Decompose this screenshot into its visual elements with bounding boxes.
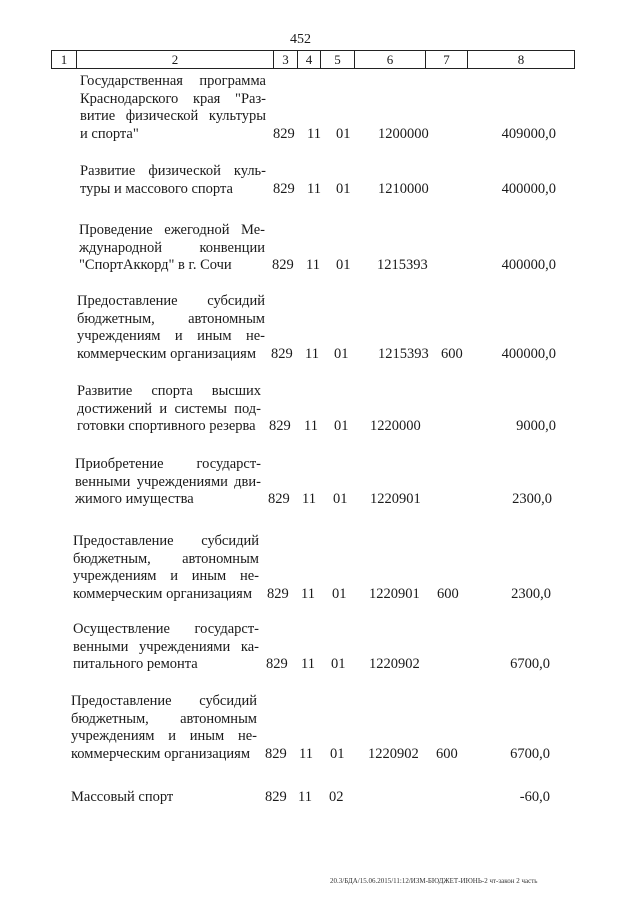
section-code: 11 bbox=[301, 656, 315, 672]
ministry-code: 829 bbox=[265, 745, 287, 762]
expense-type-code: 600 bbox=[436, 745, 458, 762]
target-article-code: 1220902 bbox=[368, 745, 419, 762]
target-article-code: 1220901 bbox=[369, 585, 420, 602]
ministry-code: 829 bbox=[267, 585, 289, 602]
description-line: учреждениям и иным не- bbox=[73, 568, 259, 584]
column-header-5: 5 bbox=[321, 51, 355, 69]
amount-value: 400000,0 bbox=[501, 180, 556, 197]
description-line: Приобретение государст- bbox=[75, 456, 261, 472]
description-line: и спорта" bbox=[80, 125, 139, 142]
section-code: 11 bbox=[301, 585, 315, 602]
description-line: коммерческим организациям bbox=[71, 745, 251, 762]
target-article-code: 1220901 bbox=[370, 491, 421, 507]
target-article-code: 1200000 bbox=[378, 125, 429, 142]
target-article-code: 1210000 bbox=[378, 180, 429, 197]
description-line: Развитие спорта высших bbox=[77, 383, 261, 399]
target-article-code: 1220902 bbox=[369, 656, 420, 672]
ministry-code: 829 bbox=[272, 257, 294, 273]
column-header-6: 6 bbox=[355, 51, 426, 69]
ministry-code: 829 bbox=[269, 418, 291, 434]
target-article-code: 1215393 bbox=[378, 345, 429, 362]
description-line: туры и массового спорта bbox=[80, 180, 233, 197]
subsection-code: 01 bbox=[331, 656, 346, 672]
column-header-7: 7 bbox=[426, 51, 468, 69]
column-header-4: 4 bbox=[298, 51, 321, 69]
description-line: учреждениям и иным не- bbox=[71, 728, 257, 744]
section-code: 11 bbox=[304, 418, 318, 434]
amount-value: 9000,0 bbox=[516, 418, 556, 434]
description-line: бюджетным, автономным bbox=[77, 310, 265, 327]
ministry-code: 829 bbox=[273, 125, 295, 142]
column-header-8: 8 bbox=[468, 51, 575, 69]
row-description bbox=[79, 222, 265, 275]
section-code: 11 bbox=[305, 345, 319, 362]
description-line: венными учреждениями дви- bbox=[75, 473, 261, 490]
target-article-code: 1220000 bbox=[370, 418, 421, 434]
description-line: Проведение ежегодной Ме- bbox=[79, 222, 265, 238]
description-line: достижений и системы под- bbox=[77, 400, 261, 417]
expense-type-code: 600 bbox=[441, 345, 463, 362]
description-line: ждународной конвенции bbox=[79, 239, 265, 256]
description-line: готовки спортивного резерва bbox=[77, 418, 256, 434]
section-code: 11 bbox=[299, 745, 313, 762]
row-description bbox=[77, 383, 261, 436]
section-code: 11 bbox=[298, 789, 312, 805]
description-line: учреждениям и иным не- bbox=[77, 328, 265, 344]
description-line: жимого имущества bbox=[75, 491, 194, 507]
amount-value: 2300,0 bbox=[511, 585, 551, 602]
row-description bbox=[80, 73, 266, 143]
column-header-3: 3 bbox=[274, 51, 298, 69]
row-description bbox=[73, 533, 259, 603]
section-code: 11 bbox=[302, 491, 316, 507]
subsection-code: 01 bbox=[336, 125, 351, 142]
amount-value: 6700,0 bbox=[510, 745, 550, 762]
subsection-code: 01 bbox=[334, 345, 349, 362]
description-line: Развитие физической куль- bbox=[80, 163, 266, 179]
description-line: бюджетным, автономным bbox=[71, 710, 257, 727]
amount-value: -60,0 bbox=[519, 789, 550, 805]
subsection-code: 01 bbox=[333, 491, 348, 507]
description-line: бюджетным, автономным bbox=[73, 550, 259, 567]
row-description bbox=[71, 789, 257, 807]
subsection-code: 02 bbox=[329, 789, 344, 805]
row-description bbox=[73, 621, 259, 674]
ministry-code: 829 bbox=[265, 789, 287, 805]
section-code: 11 bbox=[307, 125, 321, 142]
description-line: Предоставление субсидий bbox=[71, 693, 257, 709]
description-line: питального ремонта bbox=[73, 656, 198, 672]
description-line: витие физической культуры bbox=[80, 108, 266, 124]
ministry-code: 829 bbox=[273, 180, 295, 197]
expense-type-code: 600 bbox=[437, 585, 459, 602]
section-code: 11 bbox=[307, 180, 321, 197]
column-header-row bbox=[52, 51, 575, 69]
description-line: коммерческим организациям bbox=[77, 345, 257, 362]
subsection-code: 01 bbox=[336, 257, 351, 273]
description-line: Государственная программа bbox=[80, 73, 266, 89]
row-description bbox=[75, 456, 261, 509]
description-line: Предоставление субсидий bbox=[73, 533, 259, 549]
amount-value: 400000,0 bbox=[501, 257, 556, 273]
subsection-code: 01 bbox=[332, 585, 347, 602]
description-line: "СпортАккорд" в г. Сочи bbox=[79, 257, 232, 273]
ministry-code: 829 bbox=[266, 656, 288, 672]
description-line: венными учреждениями ка- bbox=[73, 638, 259, 655]
subsection-code: 01 bbox=[336, 180, 351, 197]
subsection-code: 01 bbox=[330, 745, 345, 762]
target-article-code: 1215393 bbox=[377, 257, 428, 273]
column-header-1: 1 bbox=[52, 51, 77, 69]
subsection-code: 01 bbox=[334, 418, 349, 434]
footer-note: 20.3/БДА/15.06.2015/11:12/ИЗМ-БЮДЖЕТ-ИЮНЬ-2 чт-закон 2 часть bbox=[330, 877, 538, 885]
row-description bbox=[77, 293, 265, 363]
description-line: Массовый спорт bbox=[71, 789, 174, 805]
amount-value: 409000,0 bbox=[501, 125, 556, 142]
column-header-table bbox=[51, 50, 575, 69]
description-line: Осуществление государст- bbox=[73, 621, 259, 637]
description-line: коммерческим организациям bbox=[73, 585, 253, 602]
page-number: 452 bbox=[290, 32, 311, 47]
row-description bbox=[80, 163, 266, 198]
description-line: Краснодарского края "Раз- bbox=[80, 90, 266, 107]
column-header-2: 2 bbox=[77, 51, 274, 69]
ministry-code: 829 bbox=[271, 345, 293, 362]
ministry-code: 829 bbox=[268, 491, 290, 507]
row-description bbox=[71, 693, 257, 763]
amount-value: 400000,0 bbox=[501, 345, 556, 362]
amount-value: 2300,0 bbox=[512, 491, 552, 507]
amount-value: 6700,0 bbox=[510, 656, 550, 672]
description-line: Предоставление субсидий bbox=[77, 293, 265, 309]
section-code: 11 bbox=[306, 257, 320, 273]
